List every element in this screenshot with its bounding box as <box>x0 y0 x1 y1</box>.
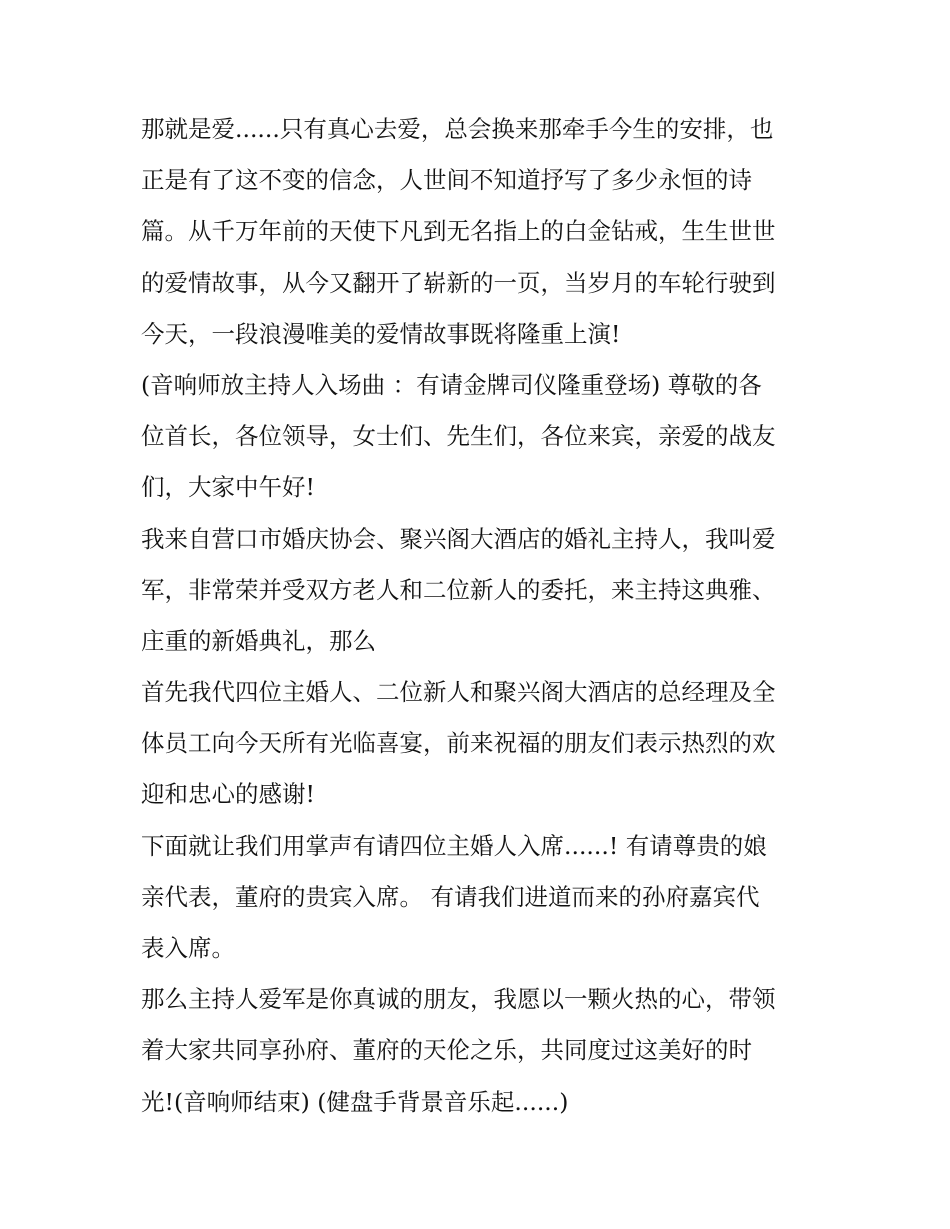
text-line: 们，大家中午好! <box>141 473 315 502</box>
text-line: 下面就让我们用掌声有请四位主婚人入席......! 有请尊贵的娘 <box>141 831 767 860</box>
text-line: 的爱情故事，从今又翻开了崭新的一页，当岁月的车轮行驶到 <box>141 268 776 297</box>
text-line: 我来自营口市婚庆协会、聚兴阁大酒店的婚礼主持人，我叫爱 <box>141 524 776 553</box>
text-line: 庄重的新婚典礼，那么 <box>141 626 376 655</box>
document-body <box>141 104 821 1128</box>
text-line: 表入席。 <box>141 934 235 962</box>
text-line: 今天，一段浪漫唯美的爱情故事既将隆重上演! <box>141 319 621 348</box>
text-line: (音响师放主持人入场曲 ：有请金牌司仪隆重登场) 尊敬的各 <box>141 370 762 399</box>
text-line: 着大家共同享孙府、董府的天伦之乐，共同度过这美好的时 <box>141 1036 752 1065</box>
text-line: 位首长，各位领导，女士们、先生们，各位来宾，亲爱的战友 <box>141 422 776 451</box>
text-line: 体员工向今天所有光临喜宴，前来祝福的朋友们表示热烈的欢 <box>141 729 776 758</box>
text-line: 首先我代四位主婚人、二位新人和聚兴阁大酒店的总经理及全 <box>141 678 776 707</box>
text-line: 光!(音响师结束) (健盘手背景音乐起......) <box>141 1087 569 1116</box>
text-line: 亲代表，董府的贵宾入席。 有请我们进道而来的孙府嘉宾代 <box>141 882 760 911</box>
text-line: 正是有了这不变的信念，人世间不知道抒写了多少永恒的诗 <box>141 166 752 195</box>
text-line: 那么主持人爱军是你真诚的朋友，我愿以一颗火热的心，带领 <box>141 985 776 1014</box>
text-line: 军，非常荣并受双方老人和二位新人的委托，来主持这典雅、 <box>141 575 776 604</box>
text-line: 篇。从千万年前的天使下凡到无名指上的白金钻戒，生生世世 <box>141 217 776 246</box>
text-line: 迎和忠心的感谢! <box>141 780 315 809</box>
text-line: 那就是爱......只有真心去爱，总会换来那牵手今生的安排，也 <box>141 115 774 143</box>
